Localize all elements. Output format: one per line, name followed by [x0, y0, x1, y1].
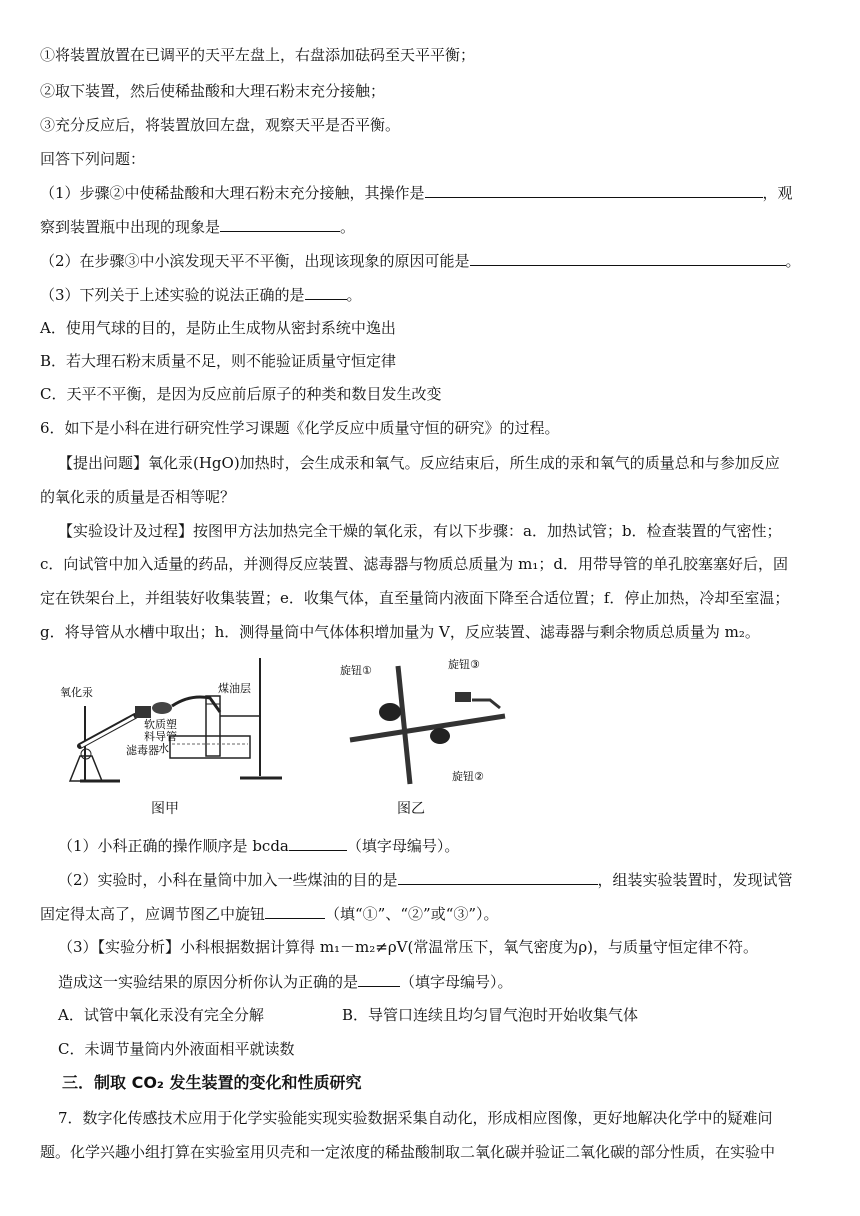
- label-knob-1: 旋钮①: [340, 664, 372, 677]
- sub-question-3-prompt: 造成这一实验结果的原因分析你认为正确的是 （填字母编号）。: [58, 970, 513, 992]
- answer-blank[interactable]: [425, 181, 763, 198]
- figure-jia: [60, 656, 300, 786]
- problem-6-design-cont-1: c．向试管中加入适量的药品，并测得反应装置、滤毒器与物质总质量为 m₁；d．用带导管的单孔胶塞塞好后，固: [40, 555, 789, 573]
- question-3: （3）下列关于上述实验的说法正确的是 。: [40, 283, 362, 305]
- apparatus-jia-drawing: [60, 656, 300, 786]
- problem-6-intro: 6．如下是小科在进行研究性学习课题《化学反应中质量守恒的研究》的过程。: [40, 419, 560, 437]
- sub-question-1: （1）小科正确的操作顺序是 bcda （填字母编号）。: [58, 834, 459, 856]
- label-oil: 煤油层: [218, 682, 251, 695]
- label-tube: 软质塑: [144, 718, 177, 731]
- label-water: 水: [158, 742, 169, 755]
- figure-yi-caption: 图乙: [397, 801, 425, 817]
- answer-blank[interactable]: [220, 215, 340, 232]
- step-1: ①将装置放置在已调平的天平左盘上，右盘添加砝码至天平平衡；: [40, 46, 476, 64]
- label-filter: 滤毒器: [126, 744, 159, 757]
- problem-7-line-1: 7．数字化传感技术应用于化学实验能实现实验数据采集自动化，形成相应图像，更好地解决化学中的疑难问: [58, 1109, 773, 1127]
- label-tube-2: 料导管: [144, 730, 177, 743]
- figure-yi: [340, 656, 510, 786]
- step-2: ②取下装置，然后使稀盐酸和大理石粉末充分接触；: [40, 82, 386, 100]
- figure-jia-caption: 图甲: [151, 801, 179, 817]
- question-1-line-1: （1）步骤②中使稀盐酸和大理石粉末充分接触，其操作是 ，观: [40, 181, 793, 203]
- step-3: ③充分反应后，将装置放回左盘，观察天平是否平衡。: [40, 116, 401, 134]
- problem-6-design-cont-2: 定在铁架台上，并组装好收集装置；e．收集气体，直至量筒内液面下降至合适位置；f．停止加热，冷却至室温；: [40, 589, 790, 607]
- problem-6-question-cont: 的氧化汞的质量是否相等呢？: [40, 488, 236, 506]
- sub-option-c: C．未调节量筒内外液面相平就读数: [58, 1040, 295, 1058]
- label-hgo: 氧化汞: [60, 686, 93, 699]
- answer-blank[interactable]: [398, 868, 598, 885]
- answer-blank[interactable]: [470, 249, 786, 266]
- sub-question-2-cont: 固定得太高了，应调节图乙中旋钮 （填“①”、“②”或“③”）。: [40, 902, 499, 924]
- problem-7-line-2: 题。化学兴趣小组打算在实验室用贝壳和一定浓度的稀盐酸制取二氧化碳并验证二氧化碳的部分性质，在实验中: [40, 1143, 776, 1161]
- section-3-heading: 三．制取 CO₂ 发生装置的变化和性质研究: [62, 1073, 362, 1092]
- answer-prompt: 回答下列问题：: [40, 150, 146, 168]
- question-1-line-2: 察到装置瓶中出现的现象是 。: [40, 215, 355, 237]
- sub-question-3: （3）【实验分析】小科根据数据计算得 m₁－m₂≠ρV(常温常压下，氧气密度为ρ)，与质量守恒定律不符。: [58, 938, 759, 956]
- answer-blank[interactable]: [358, 970, 400, 987]
- answer-blank[interactable]: [305, 283, 347, 300]
- sub-question-2: （2）实验时，小科在量筒中加入一些煤油的目的是 ，组装实验装置时，发现试管: [58, 868, 793, 890]
- problem-6-question: 【提出问题】氧化汞(HgO)加热时，会生成汞和氧气。反应结束后，所生成的汞和氧气的质量总和与参加反应: [58, 454, 780, 472]
- option-c: C．天平不平衡，是因为反应前后原子的种类和数目发生改变: [40, 385, 442, 403]
- option-b: B．若大理石粉末质量不足，则不能验证质量守恒定律: [40, 352, 397, 370]
- option-a: A．使用气球的目的，是防止生成物从密封系统中逸出: [40, 319, 396, 337]
- answer-blank[interactable]: [265, 902, 325, 919]
- apparatus-yi-drawing: [340, 656, 510, 786]
- label-knob-2: 旋钮②: [452, 770, 484, 783]
- sub-option-a: A．试管中氧化汞没有完全分解: [58, 1006, 264, 1024]
- problem-6-design: 【实验设计及过程】按图甲方法加热完全干燥的氧化汞，有以下步骤：a．加热试管；b．检查装置的气密性；: [58, 522, 782, 540]
- label-knob-3: 旋钮③: [448, 658, 480, 671]
- answer-blank[interactable]: [289, 834, 347, 851]
- problem-6-design-cont-3: g．将导管从水槽中取出；h．测得量筒中气体体积增加量为 V，反应装置、滤毒器与剩余物质总质量为 m₂。: [40, 623, 760, 641]
- question-2: （2）在步骤③中小滨发现天平不平衡，出现该现象的原因可能是 。: [40, 249, 801, 271]
- sub-option-b: B．导管口连续且均匀冒气泡时开始收集气体: [342, 1006, 639, 1024]
